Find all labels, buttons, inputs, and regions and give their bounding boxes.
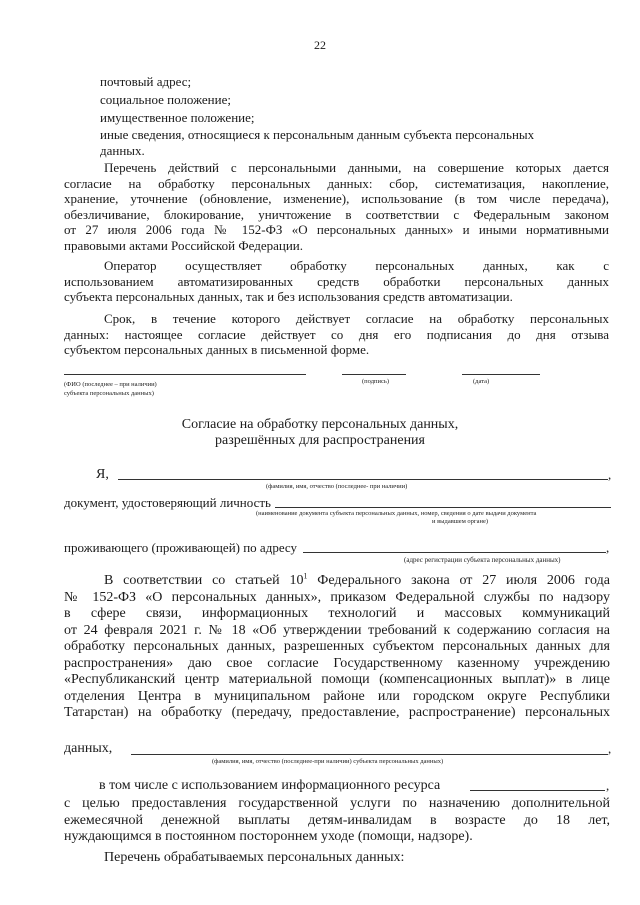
sign-caption: (подпись) [362,378,389,385]
paragraph-operator [64,258,609,305]
consent-title: Согласие на обработку персональных данных, [181,417,459,432]
text-line: обезличивание, блокирование, уничтожение в соответствии с Федеральным законом [64,206,609,222]
date-caption: (дата) [473,378,490,385]
field-comma: , [606,540,610,555]
processed-data-list-title: Перечень обрабатываемых персональных данных: [104,850,405,865]
fullname-caption: (фамилия, имя, отчество (последнее- при наличии) [266,483,408,490]
identity-document-field[interactable] [275,507,611,508]
fio-caption: субъекта персональных данных) [64,390,154,397]
text-line: нуждающимся в постоянном постороннем уходе (помощи, надзоре). [64,829,473,844]
field-comma: , [606,778,610,793]
text-line: в сфере связи, информационных технологий и массовых коммуникаций [64,606,610,621]
text-line: № 152-ФЗ «О персональных данных», приказом Федеральной службы по надзору [64,589,610,605]
list-item: иные сведения, относящиеся к персональным данным субъекта персональных [100,127,535,142]
ya-label: Я, [96,467,109,482]
text-line: отделения Центра в муниципальном районе или городском округе Республики [64,688,610,704]
text-line: хранение, уточнение (обновление, изменение), использование (в том числе передача), [64,191,609,206]
text-line: ежемесячной денежной выплаты детям-инвалидам в возрасте до 18 лет, [64,812,610,828]
text-line: согласие на обработку персональных данных: сбор, систематизация, накопление, [64,175,609,191]
document-label: документ, удостоверяющий личность [64,495,271,510]
text-line: от 24 февраля 2021 г. № 18 «Об утверждении требований к содержанию согласия на [64,622,610,638]
document-caption: (наименование документа субъекта персональных данных, номер, сведения о дате выдачи документа [256,510,537,517]
address-field[interactable] [303,552,606,553]
fullname-field[interactable] [118,479,608,480]
list-item: имущественное положение; [100,110,255,125]
address-label: проживающего (проживающей) по адресу [64,540,298,555]
resource-label: в том числе с использованием информационного ресурса [99,778,441,793]
text-line: субъекта персональных данных, так и без использования средств автоматизации. [64,289,513,304]
consent-subtitle: разрешённых для распространения [214,433,425,448]
paragraph-main [64,573,610,722]
fio-caption: (ФИО (последнее – при наличии) [64,381,157,388]
text-line: данных: настоящее согласие действует со дня его подписания до дня отзыва [64,326,609,342]
text-line: правовыми актами Российской Федерации. [64,237,304,253]
address-caption: (адрес регистрации субъекта персональных данных) [404,556,561,564]
field-comma: , [608,741,612,756]
text-line: Татарстан) на обработку (передачу, предоставление, распространение) персональных [64,705,610,720]
information-resource-field[interactable] [470,790,605,791]
paragraph-actions [64,160,609,253]
text-line: субъектом персональных данных в письменной форме. [64,342,370,357]
subject-name-caption: (фамилия, имя, отчество (последнее-при наличии) субъекта персональных данных) [212,758,444,765]
text-line: с целью предоставления государственной услуги по назначению дополнительной [64,796,610,811]
list-item: социальное положение; [100,92,231,107]
list-item: почтовый адрес; [100,74,192,89]
text-line: Оператор осуществляет обработку персональных данных, как с [104,258,609,273]
document-caption: и выдавшем органе) [432,518,489,525]
text-line: использованием автоматизированных средств обработки персональных данных [64,273,609,289]
text-line [64,573,610,590]
superscript: 1 [303,573,308,581]
subject-name-field[interactable] [131,754,608,755]
text-line: обработку персональных данных, разрешенных субъектом персональных данных для [64,639,610,654]
date-signature-line [462,374,540,375]
fio-signature-line [64,374,306,375]
text-line: распространения» даю свое согласие Государственному казенному учреждению [64,655,610,671]
paragraph-term [64,311,609,358]
paragraph-purpose [64,796,610,846]
text-fragment: Федерального закона от 27 июля 2006 года [317,573,610,588]
data-label: данных, [64,741,113,756]
list-item: данных. [100,143,145,158]
text-line: Перечень действий с персональными данными, на совершение которых дается [104,160,609,175]
text-line: «Республиканский центр материальной помощи (компенсационных выплат)» в лице [64,672,610,687]
text-fragment: В соответствии со статьей 10 [104,573,304,588]
text-line: Срок, в течение которого действует согласие на обработку персональных [104,311,609,326]
page-number: 22 [314,38,326,52]
text-line: от 27 июля 2006 года № 152-ФЗ «О персональных данных» и иными нормативными [64,222,609,237]
sign-signature-line [342,374,406,375]
field-comma: , [608,467,612,482]
